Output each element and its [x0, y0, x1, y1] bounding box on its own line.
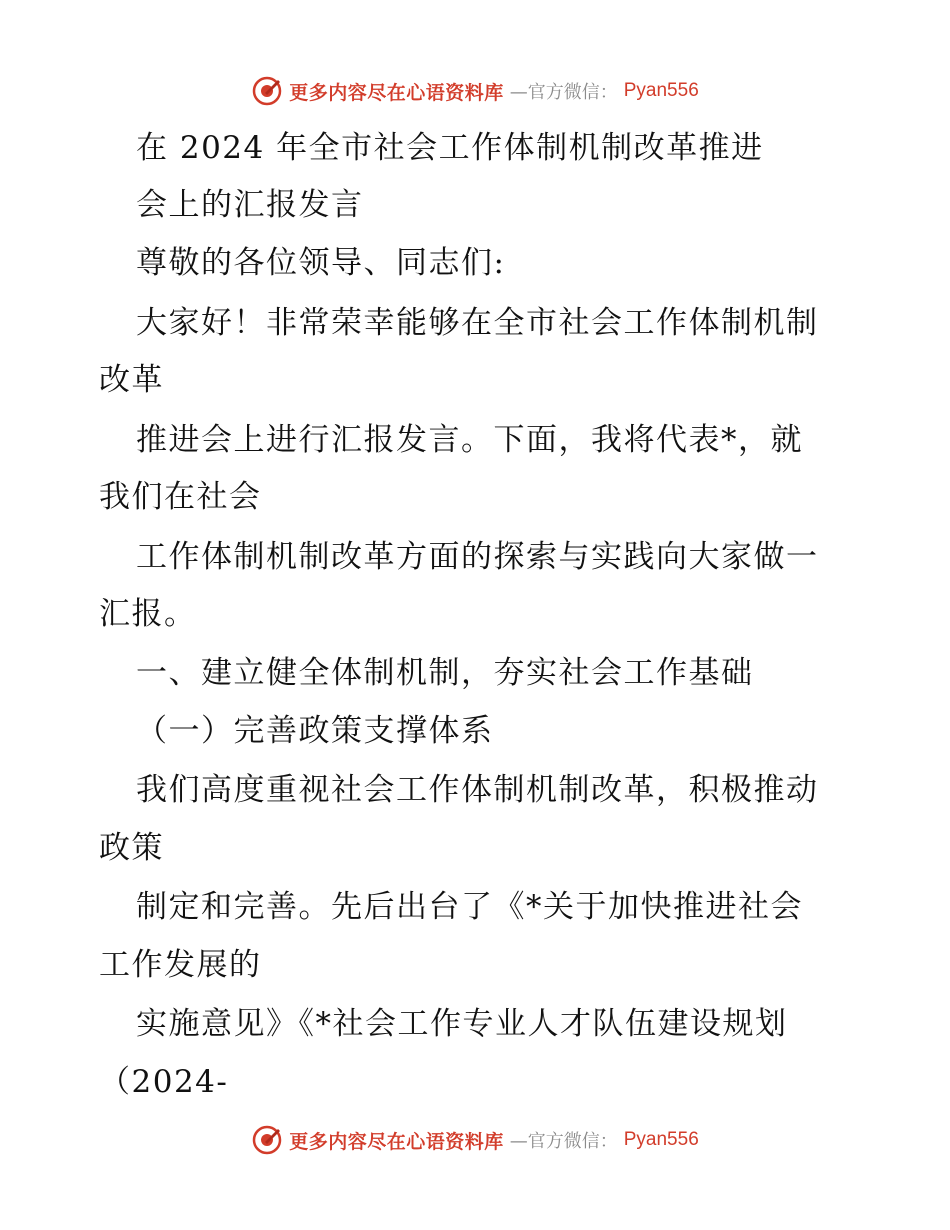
- wechat-id: Pyan556: [623, 80, 699, 101]
- pen-logo-icon: [251, 75, 283, 107]
- paragraph-line: 改革: [99, 362, 164, 398]
- paragraph-line: 推进会上进行汇报发言。下面，我将代表*，就: [136, 422, 803, 458]
- title-line-1: 在 2024 年全市社会工作体制机制改革推进: [136, 130, 764, 166]
- paragraph-line: 我们在社会: [99, 479, 262, 515]
- pen-logo-icon: [251, 1124, 283, 1156]
- paragraph-line: 实施意见》《*社会工作专业人才队伍建设规划: [136, 1006, 788, 1042]
- paragraph-line: 汇报。: [99, 596, 197, 632]
- paragraph-line: 我们高度重视社会工作体制机制改革，积极推动: [136, 772, 819, 808]
- footer-banner: [0, 1118, 950, 1162]
- paragraph-line: 工作体制机制改革方面的探索与实践向大家做一: [136, 539, 819, 575]
- paragraph-line: 大家好！非常荣幸能够在全市社会工作体制机制: [136, 305, 819, 341]
- wechat-id: Pyan556: [623, 1129, 699, 1150]
- banner-separator: —官方微信：: [509, 1131, 618, 1152]
- paragraph-line: （2024-: [99, 1064, 229, 1100]
- banner-separator: —官方微信：: [509, 82, 618, 103]
- paragraph-line: 制定和完善。先后出台了《*关于加快推进社会: [136, 889, 803, 925]
- paragraph-line: 工作发展的: [99, 947, 262, 983]
- banner-title: 更多内容尽在心语资料库: [289, 81, 504, 104]
- paragraph-line: 政策: [99, 830, 164, 866]
- header-banner: [0, 69, 950, 113]
- section-heading: 一、建立健全体制机制，夯实社会工作基础: [136, 655, 754, 691]
- banner-title: 更多内容尽在心语资料库: [289, 1130, 504, 1153]
- salutation: 尊敬的各位领导、同志们:: [136, 245, 506, 281]
- subsection-heading: （一）完善政策支撑体系: [136, 713, 494, 749]
- title-line-2: 会上的汇报发言: [136, 187, 364, 223]
